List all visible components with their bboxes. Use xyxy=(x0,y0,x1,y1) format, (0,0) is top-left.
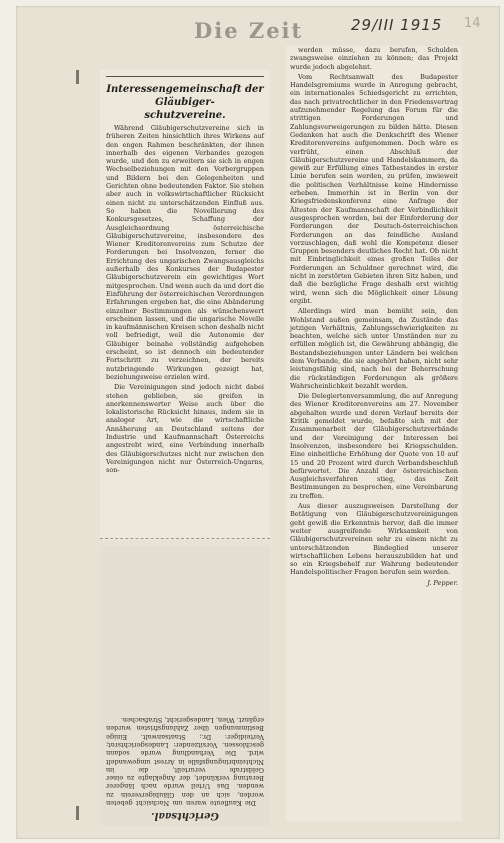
inverted-paragraph: Die Kaufleute waren um Nachsicht gebeten worden, sich an den Gläubigerverein zu wenden. Das Urteil wurde nach längerer Beratung verkündet, der Angeklagte zu einer Geldstrafe verurteilt, die im Nichteinbringungsfalle in Arrest umgewandelt wird. Die Verhandlung wurde sodann geschlossen. Vorsitzender: Landesgerichtsrat; Verteidiger: Dr.; Staatsanwalt. Einige Bestimmungen über Zahlungsfristen wurden ergänzt. Wien, Landesgericht, Strafsachen. xyxy=(106,716,264,807)
handwritten-date: 29/III 1915 xyxy=(351,16,443,34)
article-left-column xyxy=(100,70,270,540)
cut-line xyxy=(100,538,270,539)
inverted-content xyxy=(100,546,270,826)
article-paragraph: Aus dieser auszugsweisen Darstellung der Betätigung von Gläubigerschutzvereinigungen geht gewiß die Erkenntnis hervor, daß die immer weiter ausgreifende Wirksamkeit von Gläubigerschutzvereinen sehr zu einem nicht zu unterschätzenden Bindeglied unserer wirtschaftlichen Lebens herauszubilden hat und so ein Kriegsbehelf zur Wahrung bedeutender Handelspolitischer Fragen berufen sein werden. xyxy=(290,502,458,577)
article-right-column xyxy=(286,46,462,821)
staple-mark-bottom xyxy=(72,806,86,820)
article-paragraph: werden müsse, dazu berufen, Schulden zwangsweise einziehen zu können; das Projekt wurde jedoch abgelehnt. xyxy=(290,46,458,71)
article-paragraph: Allerdings wird man bemüht sein, den Wohlstand außen gemeinsam, da Zustände das jetzigen Verhältnis, Zahlungsschwierigkeiten zu beachten, welche sich unter Umständen nur zu erfüllen möglich ist, die Gewährung abhängig, die Bestandsbeziehungen unter Ländern bei welchen dem Verbande, die sie angehört haben, nicht sehr leistungsfähig sind, nach bei der Beherrschung die rückständigen Forderungen als größere Wahrscheinlichkeit bezahlt werden. xyxy=(290,307,458,390)
inverted-headline: Gerichtsaal. xyxy=(151,810,219,821)
article-paragraph: Die Delegiertenversammlung, die auf Anregung des Wiener Kreditorenvereins am 27. November abgehalten wurde und deren Verlauf bereits der Kritik gemeldet wurde, befaßte sich mit der Zusammenarbeit der Gläubigerschutzverbände und der Vereinigung der Interessen bei Insolvenzen, insbesondere bei Kriegsschulden. Eine einheitliche Erhöhung der Quote von 10 auf 15 und 20 Prozent wird durch Verbandsbeschluß befürwortet. Die Anzahl der österreichischen Ausgleichsverfahren stieg, das Zeit Bestimmungen zu besprechen, eine Vereinbarung zu treffen. xyxy=(290,392,458,500)
inverted-column xyxy=(100,546,270,826)
article-headline xyxy=(106,83,264,122)
article-paragraph: Während Gläubigerschutzvereine sich in früheren Zeiten hinsichtlich ihres Wirkens auf den engen Rahmen beschränkten, der ihnen innerhalb des eigenen Verbandes gezogen wurde, und den zu erweitern sie sich in engen Wechselbeziehungen mit den Vorbergruppen und Bildern bei den Gelegenheiten und Gerichten ohne bedeutenden Faktor. Sie stehen aber auch in volkswirtschaftlicher Rücksicht einen nicht zu unterschätzenden Einfluß aus. So haben die Novellierung des Konkursgesetzes, Schaffung der Ausgleichsordnung österreichische Gläubigerschutzvereine, insbesondere des Wiener Kreditorenvereins zum Schutze der Forderungen bei Insolvenzen, ferner die Errichtung des ungarischen Zwangsausgleichs außerhalb des Konkurses der Budapester Gläubigerschutzverein ein gewichtiges Wort mitgesprochen. Und wenn auch da und dort die Einführung der österreichischen Verordnungen Erfahrungen ergeben hat, die eine Abänderung einzelner Bestimmungen als wünschenswert erscheinen lassen, und die ungarische Novelle in kaufmännischen Kreisen schon deshalb nicht voll befriedigt, weil die Autonomie der Gläubiger beinahe vollständig aufgehoben erscheint, so ist dennoch ein bedeutender Fortschritt zu verzeichnen, der bereits nutzbringende Wirkungen gezeigt hat, beziehungsweise erzielen wird. xyxy=(106,124,264,381)
archive-number: 14 xyxy=(464,16,481,31)
article-paragraph: Die Vereinigungen sind jedoch nicht dabei stehen geblieben, sie greifen in anerkennenswerter Weise auch über die lokalistorische Rücksicht hinaus, indem sie in analoger Art, wie die wirtschaftliche Annäherung an Deutschland seitens der Industrie und Kaufmannschaft Österreichs angestrebt wird, eine Verbindung innerhalb des Gläubigerschutzes nicht nur zwischen den Vereinigungen nicht nur Österreich-Ungarns, son- xyxy=(106,383,264,475)
newspaper-title: Die Zeit xyxy=(194,18,304,43)
article-paragraph: Vom Rechtsanwalt des Budapester Handelsgremiums wurde in Anregung gebracht, ein internationales Schiedsgericht zu errichten, das nach privatrechtlicher in den Friedensvertrag aufzunehmender Regelung das Forum für die strittigen Forderungen und Zahlungsverweigerungen zu bilden hätte. Diesen Gedanken hat auch die Denkschrift des Wiener Kreditorenvereins aufgenommen. Doch wäre es verfrüht, einen Abschluß der Gläubigerschutzvereine und Handelskammern, da gewiß zur Erfüllung eines Tatbestandes in erster Linie berufen sein werden, zu prüfen, inwieweit die politischen Verhältnisse keine Hindernisse erheben. Immerhin ist in Berlin von der Kriegsfriedenskonferenz eine Anfrage der Ältesten der Kaufmannschaft der Verbindlichkeit ausgesprochen worden, bei der Einforderung der Forderungen der Deutsch-österreichischen Forderungen an das feindliche Ausland vorzuschlagen, daß wohl die Kompetenz dieser Gruppen besonders deutliches Recht hat. Ob nicht mit Einbringlichkeit eines großen Teiles der Forderungen an Schuldner gerechnet wird, die nicht in zerstörten Gebieten ihren Sitz haben, und daß die bezügliche Frage deshalb erst wichtig wird, wenn sich die Möglichkeit einer Lösung ergibt. xyxy=(290,72,458,305)
staple-mark-top xyxy=(72,70,86,84)
headline-line-1: Interessengemeinschaft der Gläubiger- xyxy=(106,84,264,108)
author-signature: J. Pepper. xyxy=(427,578,458,587)
headline-line-2: schutzvereine. xyxy=(144,110,226,121)
clipping-sheet xyxy=(16,6,500,839)
divider-rule xyxy=(106,76,264,77)
